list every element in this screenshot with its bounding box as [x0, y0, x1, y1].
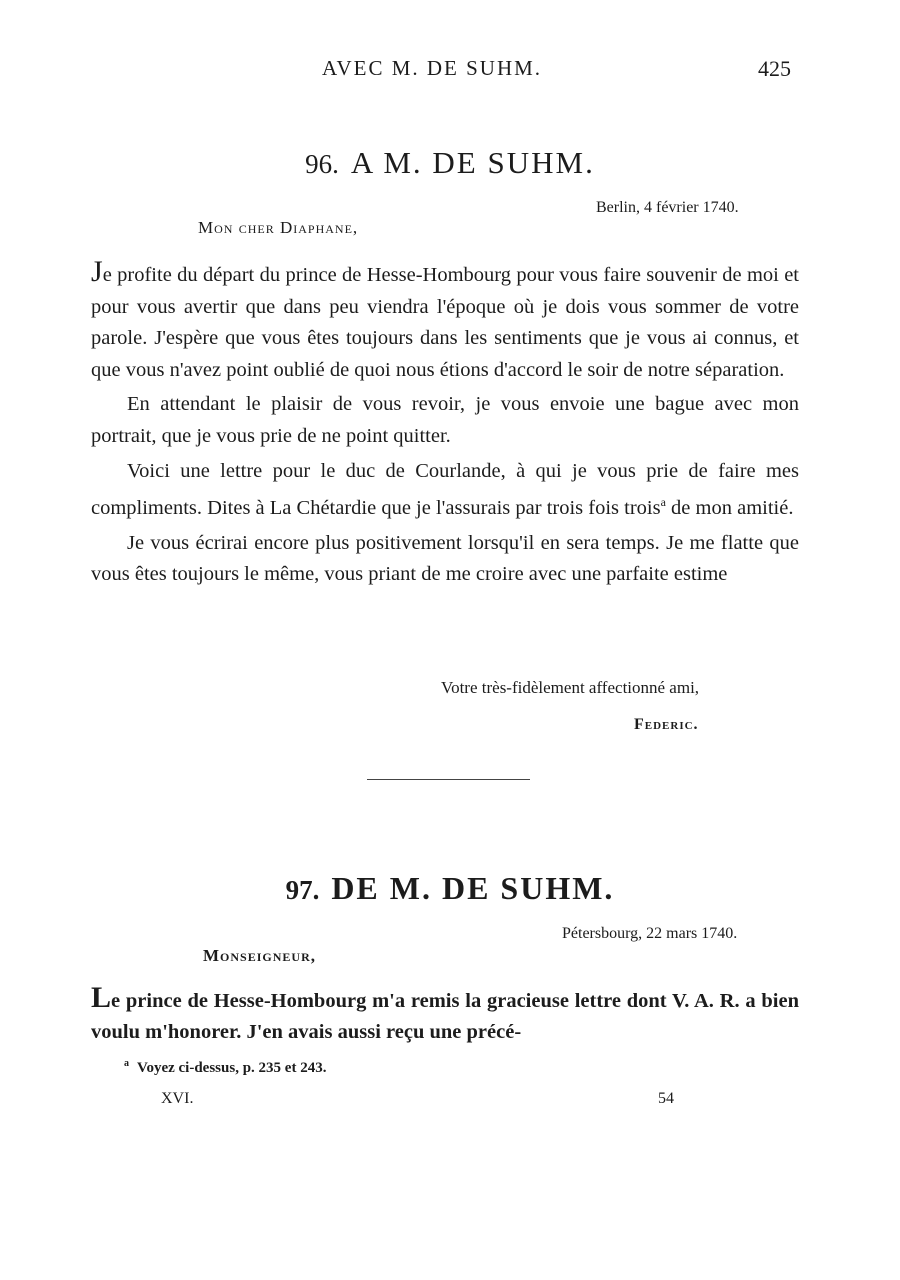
- footnote-reference[interactable]: a: [660, 495, 666, 510]
- drop-cap: L: [91, 981, 112, 1014]
- running-title: AVEC M. DE SUHM.: [322, 56, 543, 80]
- letter-96-title: A M. DE SUHM.: [350, 145, 595, 180]
- letter-96-dateline: Berlin, 4 février 1740.: [596, 199, 739, 216]
- letter-96-salutation: Mon cher Diaphane,: [198, 218, 359, 237]
- letter-96-paragraph-2: En attendant le plaisir de vous revoir, je vous envoie une bague avec mon portrait, que je vous prie de ne point quitter.: [91, 393, 799, 447]
- letter-97-dateline: Pétersbourg, 22 mars 1740.: [562, 925, 738, 942]
- letter-97-paragraph-1: Le prince de Hesse-Hombourg m'a remis la gracieuse lettre dont V. A. R. a bien voulu m'honorer. J'en avais aussi reçu une précé-: [91, 981, 799, 1043]
- letter-97-salutation: Monseigneur,: [203, 946, 316, 965]
- letter-96-paragraph-1: Je profite du départ du prince de Hesse-Hombourg pour vous faire souvenir de moi et pour vous avertir que dans peu viendra l'époque où je dois vous sommer de votre parole. J'espère que vous êtes toujours dans les sentiments que je vous ai connus, et que vous n'avez point oublié de quoi nous étions d'accord le soir de notre séparation.: [91, 255, 799, 381]
- page-number: 425: [758, 56, 791, 81]
- letter-96-signature: Federic.: [634, 716, 699, 733]
- page-footer: [0, 1090, 900, 1114]
- footnote: [124, 1058, 326, 1077]
- letter-96-body: [91, 256, 799, 591]
- letter-97-heading: [0, 870, 900, 907]
- letter-97-number: 97.: [285, 875, 320, 905]
- letter-96-paragraph-4: Je vous écrirai encore plus positivement lorsqu'il en sera temps. Je me flatte que vous êtes toujours le même, vous priant de me croire avec une parfaite estime: [91, 531, 799, 586]
- letter-96-heading: [0, 145, 900, 181]
- footnote-mark: a: [124, 1058, 129, 1069]
- section-divider: [367, 779, 530, 780]
- letter-96-number: 96.: [305, 149, 339, 179]
- drop-cap: J: [91, 255, 103, 288]
- letter-97-title: DE M. DE SUHM.: [331, 870, 615, 906]
- footnote-text: Voyez ci-dessus, p. 235 et 243.: [137, 1060, 327, 1076]
- letter-96-closing: Votre très-fidèlement affectionné ami,: [441, 678, 700, 697]
- volume-number: XVI.: [161, 1090, 194, 1107]
- letter-96-paragraph-3: Voici une lettre pour le duc de Courlande, à qui je vous prie de faire mes compliments. Dites à La Chétardie que je l'assurais par trois fois trois$^a$ de mon amitié.: [91, 459, 799, 519]
- printer-signature-mark: 54: [658, 1090, 674, 1107]
- letter-97-body: [91, 982, 799, 1048]
- running-head: [0, 56, 900, 86]
